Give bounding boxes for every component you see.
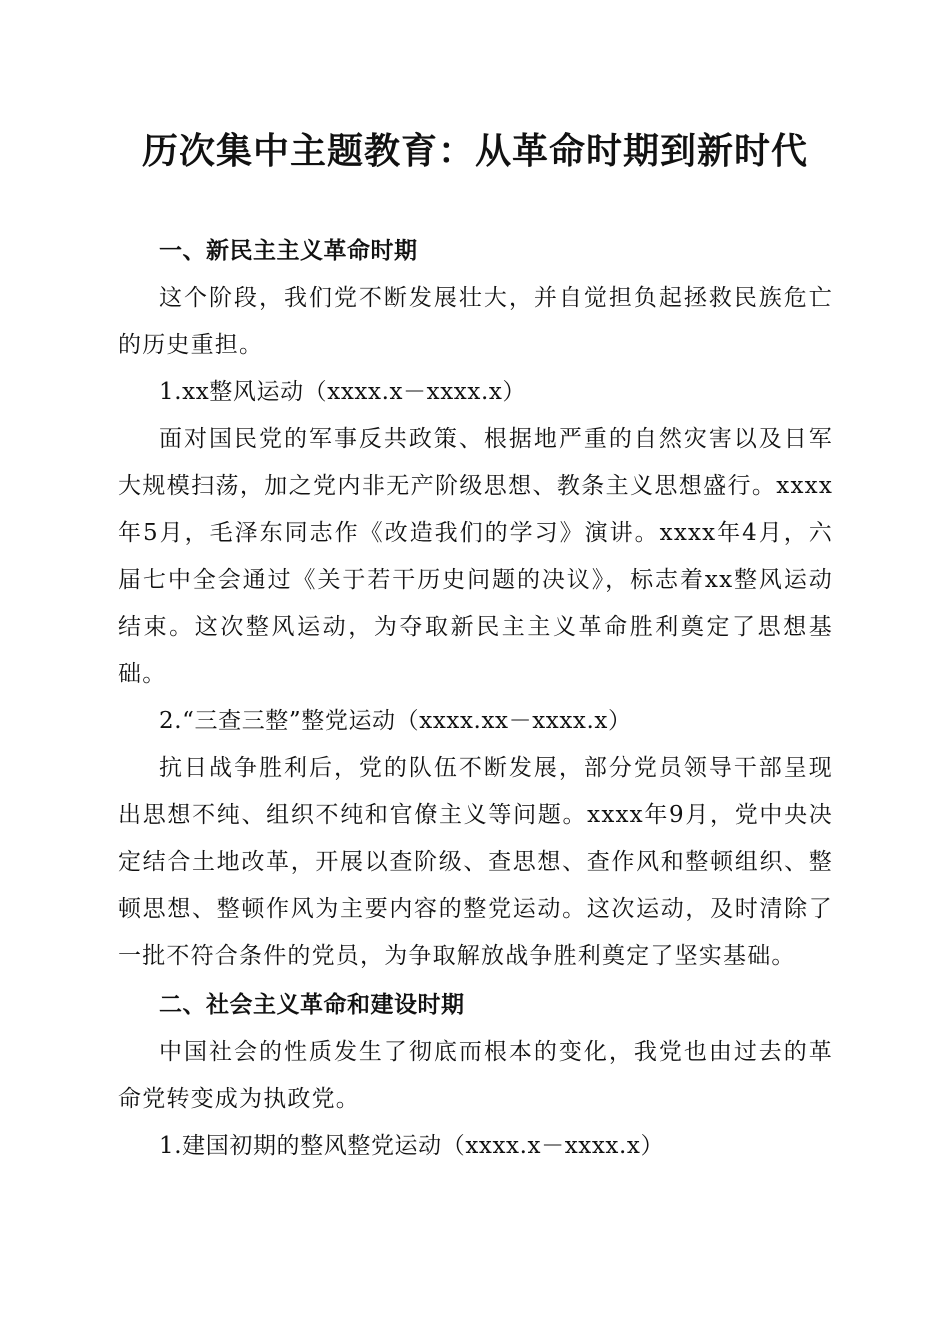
paragraph-intro-1: 这个阶段，我们党不断发展壮大，并自觉担负起拯救民族危亡的历史重担。 [118,285,833,358]
section-heading-2: 二、社会主义革命和建设时期 [159,992,465,1018]
section-heading-1: 一、新民主主义革命时期 [159,238,418,264]
subheading-1-1: 1.xx整风运动（xxxx.x－xxxx.x） [159,379,527,405]
document-body [118,228,833,1170]
paragraph-intro-2: 中国社会的性质发生了彻底而根本的变化，我党也由过去的革命党转变成为执政党。 [118,1039,833,1112]
subheading-2-1: 1.建国初期的整风整党运动（xxxx.x－xxxx.x） [159,1133,665,1159]
document-title: 历次集中主题教育：从革命时期到新时代 [141,130,808,172]
subheading-1-2: 2.“三查三整”整党运动（xxxx.xx－xxxx.x） [159,708,632,734]
paragraph-1-1: 面对国民党的军事反共政策、根据地严重的自然灾害以及日军大规模扫荡，加之党内非无产阶级思想、教条主义思想盛行。xxxx年5月，毛泽东同志作《改造我们的学习》演讲。xxxx年4月，六届七中全会通过《关于若干历史问题的决议》，标志着xx整风运动结束。这次整风运动，为夺取新民主主义革命胜利奠定了思想基础。 [118,426,833,687]
paragraph-1-2: 抗日战争胜利后，党的队伍不断发展，部分党员领导干部呈现出思想不纯、组织不纯和官僚主义等问题。xxxx年9月，党中央决定结合土地改革，开展以查阶级、查思想、查作风和整顿组织、整顿思想、整顿作风为主要内容的整党运动。这次运动，及时清除了一批不符合条件的党员，为争取解放战争胜利奠定了坚实基础。 [118,755,833,969]
